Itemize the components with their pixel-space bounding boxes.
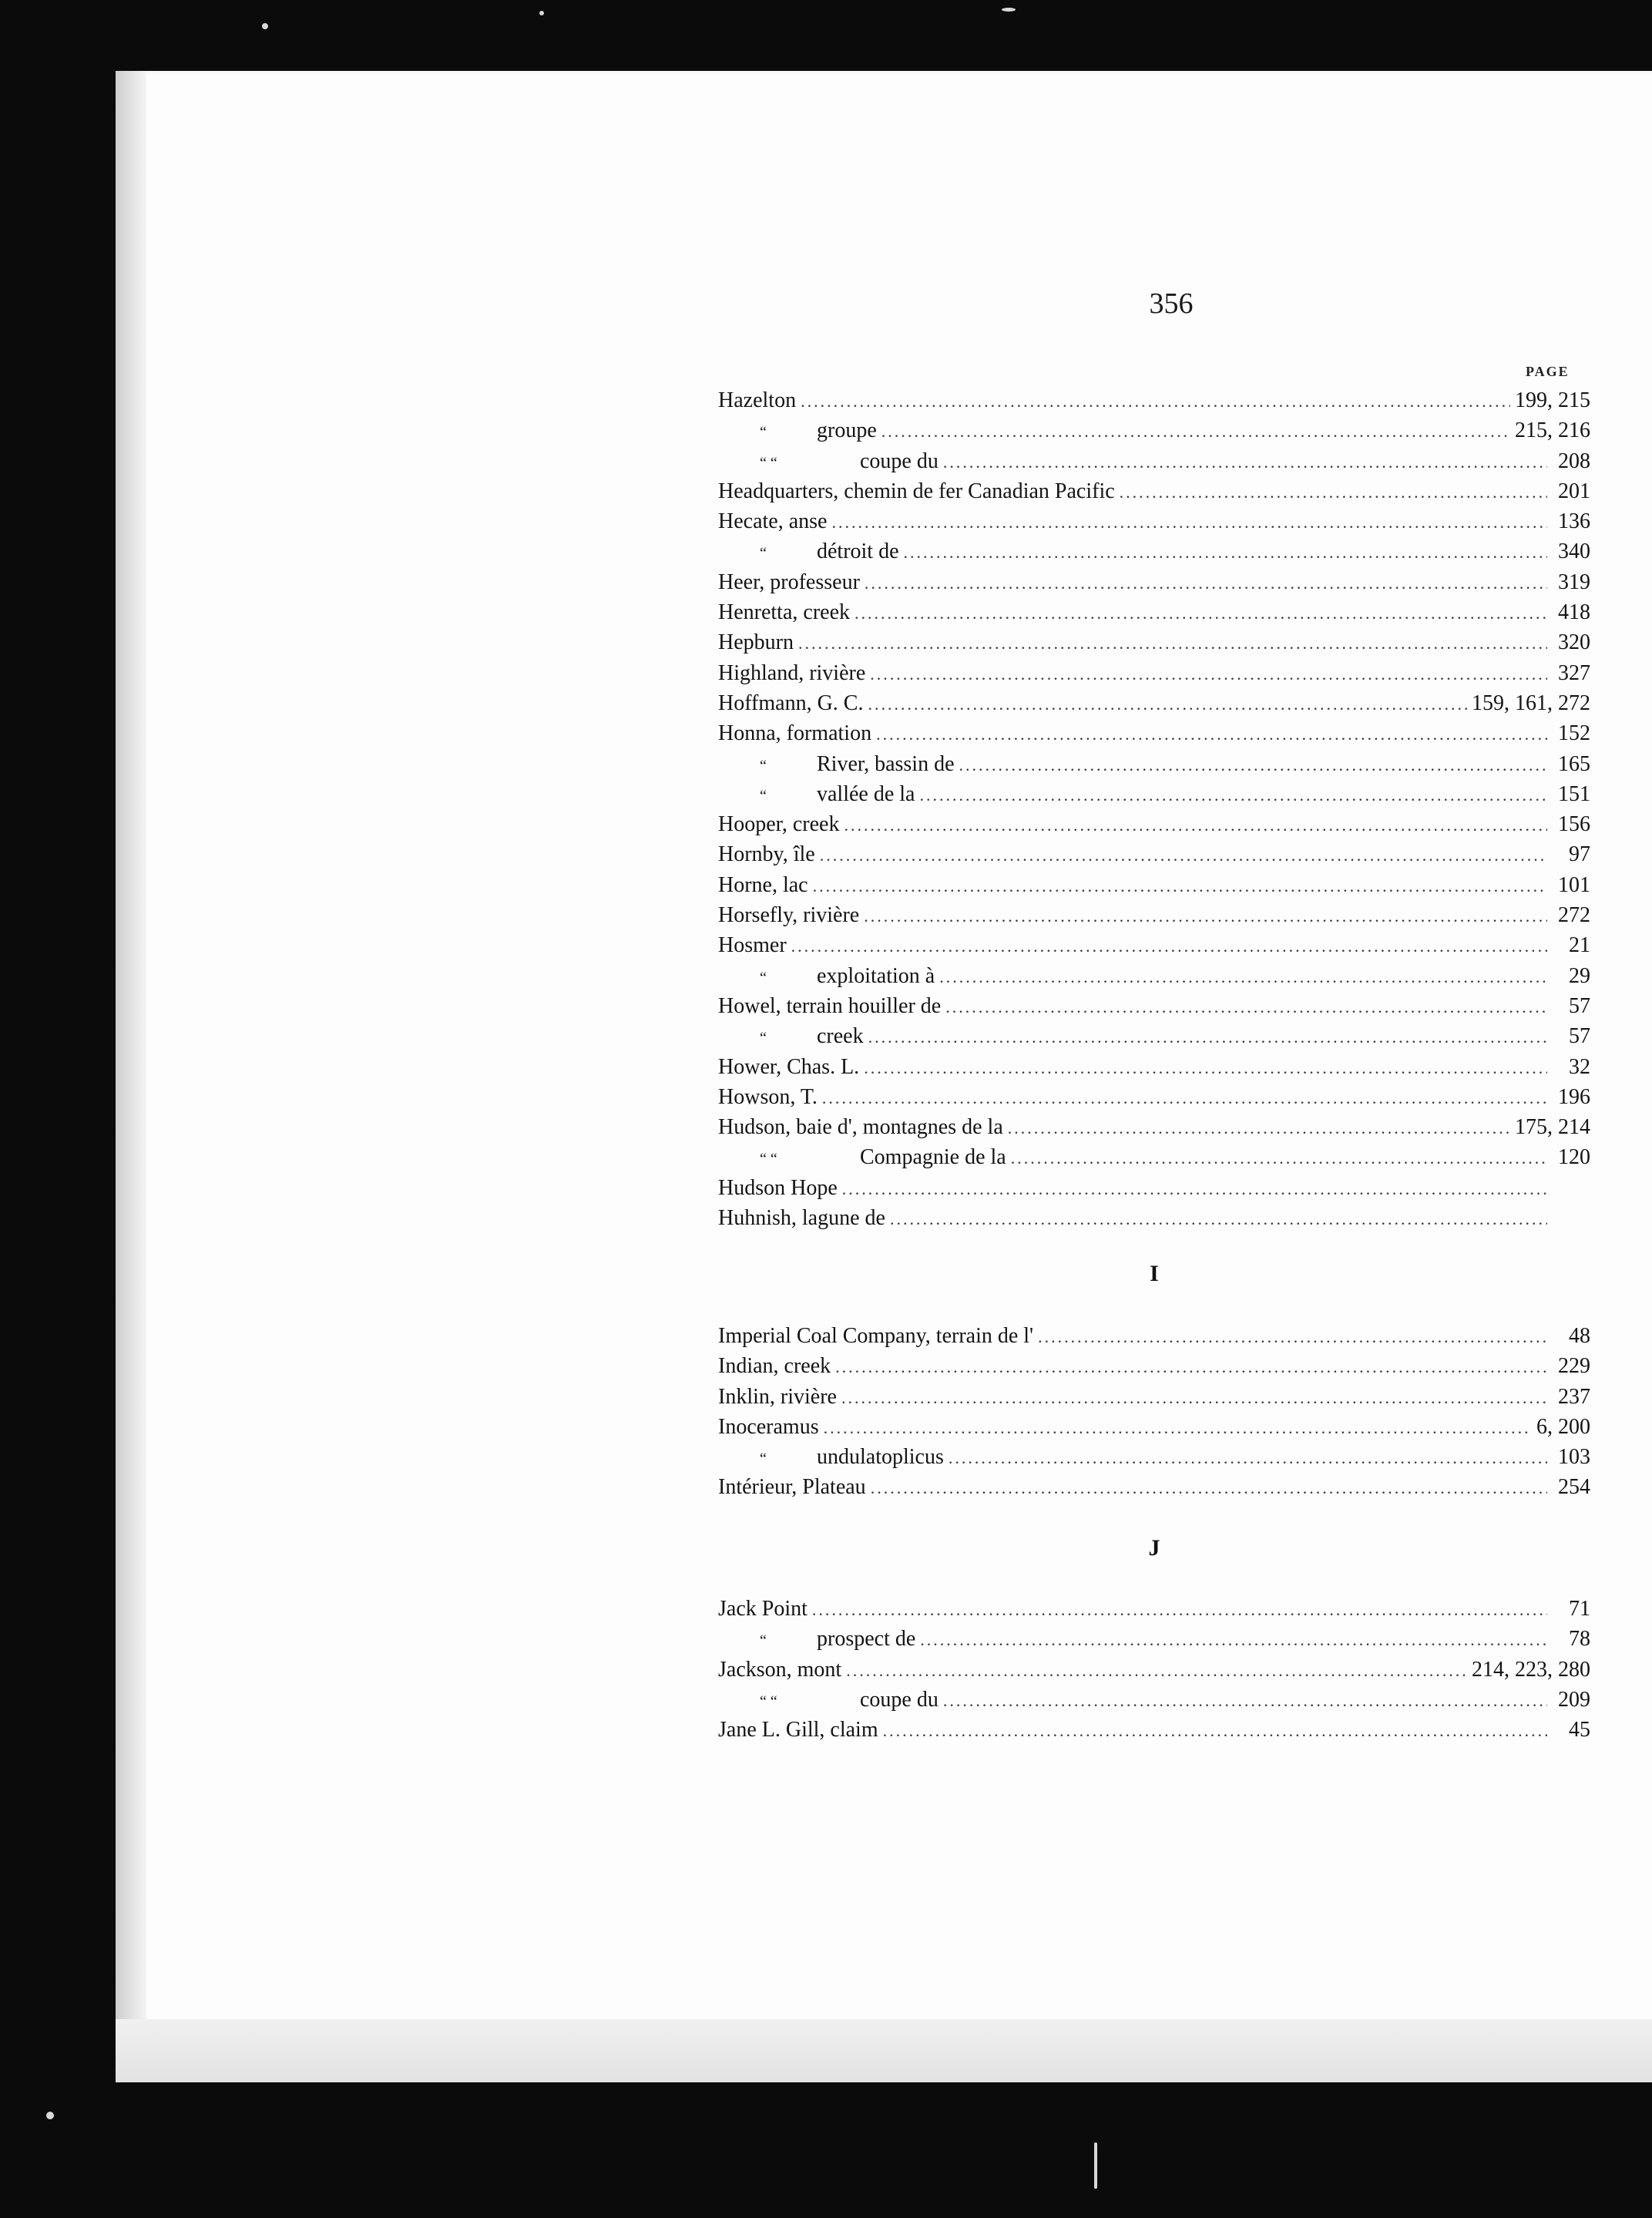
index-entry <box>718 567 1590 597</box>
dot-leader <box>801 386 1510 416</box>
dot-leader <box>871 1473 1547 1503</box>
dot-leader <box>943 1685 1547 1716</box>
index-entry-pages: 103 <box>1558 1445 1590 1470</box>
index-term: creek <box>817 1024 864 1049</box>
index-term: undulatoplicus <box>817 1445 944 1470</box>
dot-leader <box>835 1352 1547 1382</box>
index-term: Inoceramus <box>718 1414 819 1439</box>
index-entry <box>718 991 1590 1021</box>
dot-leader <box>883 1716 1547 1746</box>
index-entry <box>718 1442 1590 1472</box>
index-entry-pages: 175, 214 <box>1515 1115 1590 1140</box>
index-entry <box>718 1412 1590 1442</box>
index-entry-pages: 57 <box>1569 993 1590 1018</box>
index-term: Hornby, île <box>718 842 815 867</box>
scan-speck <box>262 23 268 29</box>
index-entry-label <box>718 567 860 597</box>
dot-leader <box>1011 1143 1547 1173</box>
index-term: Jane L. Gill, claim <box>718 1718 878 1742</box>
index-term: exploitation à <box>817 963 935 988</box>
index-term: Inklin, rivière <box>718 1384 837 1409</box>
index-entry <box>718 900 1590 930</box>
index-entry-pages: 201 <box>1558 479 1590 503</box>
index-term: Hudson, baie d', montagnes de la <box>718 1115 1003 1140</box>
index-entry <box>718 536 1590 566</box>
index-term: coupe du <box>860 449 938 473</box>
index-entry-pages: 156 <box>1558 812 1590 837</box>
dot-leader <box>1038 1322 1547 1352</box>
index-entry <box>718 1715 1590 1745</box>
index-term: Hoffmann, G. C. <box>718 691 864 715</box>
index-term: Hooper, creek <box>718 812 840 837</box>
index-term: Hecate, anse <box>718 509 828 534</box>
index-entry-pages: 152 <box>1558 721 1590 746</box>
scan-speck <box>46 2112 54 2119</box>
index-term: Intérieur, Plateau <box>718 1475 866 1500</box>
index-entry-pages: 6, 200 <box>1536 1414 1590 1439</box>
index-term: prospect de <box>817 1627 916 1652</box>
index-entry <box>718 749 1590 779</box>
index-entry-label <box>718 658 865 688</box>
index-entry-pages: 254 <box>1558 1475 1590 1500</box>
index-entry-pages: 165 <box>1558 751 1590 776</box>
index-section-i <box>718 1321 1590 1503</box>
index-entry-label <box>718 749 955 781</box>
ditto-mark: “ <box>760 1450 767 1468</box>
index-entry <box>718 1594 1590 1624</box>
dot-leader <box>824 1413 1532 1443</box>
dot-leader <box>904 537 1547 567</box>
index-term: coupe du <box>860 1687 938 1712</box>
ditto-mark: “ “ <box>760 1692 777 1710</box>
index-term: Compagnie de la <box>860 1145 1006 1170</box>
index-term: Hudson Hope <box>718 1175 838 1200</box>
index-entry <box>718 506 1590 536</box>
index-entry-label <box>718 839 815 869</box>
index-entry-pages: 57 <box>1569 1024 1590 1049</box>
index-term: River, bassin de <box>817 751 955 776</box>
index-term: Howson, T. <box>718 1084 818 1109</box>
index-entry-label <box>718 1052 859 1082</box>
index-entry <box>718 688 1590 718</box>
dot-leader <box>813 871 1547 901</box>
index-entry-label <box>718 415 877 448</box>
index-entry-label <box>718 446 938 479</box>
index-term: groupe <box>817 418 877 443</box>
index-entry <box>718 597 1590 627</box>
index-entry <box>718 1655 1590 1685</box>
dot-leader <box>890 1204 1547 1234</box>
index-entry <box>718 1112 1590 1142</box>
index-entry-pages: 78 <box>1569 1627 1590 1652</box>
dot-leader <box>959 750 1547 780</box>
index-entry-label <box>718 809 839 839</box>
index-entry-label <box>718 476 1115 506</box>
index-entry <box>718 1382 1590 1412</box>
ditto-mark: “ <box>760 1030 767 1047</box>
dot-leader <box>864 901 1547 931</box>
index-entry <box>718 1203 1590 1233</box>
index-entry <box>718 1142 1590 1172</box>
dot-leader <box>798 628 1547 658</box>
index-term: Hosmer <box>718 933 787 958</box>
dot-leader <box>943 447 1547 477</box>
index-term: Hower, Chas. L. <box>718 1054 860 1079</box>
ditto-mark: “ <box>760 545 767 563</box>
index-entry-pages: 229 <box>1558 1354 1590 1379</box>
index-entry-label <box>718 1472 866 1502</box>
index-entry-label <box>718 1203 885 1233</box>
index-term: Heer, professeur <box>718 570 860 594</box>
ditto-mark: “ “ <box>760 454 777 472</box>
index-entry <box>718 1351 1590 1381</box>
dot-leader <box>939 962 1547 992</box>
ditto-mark: “ <box>760 424 767 442</box>
index-term: Hepburn <box>718 630 794 655</box>
index-entry <box>718 839 1590 869</box>
index-term: Imperial Coal Company, terrain de l' <box>718 1324 1034 1348</box>
dot-leader <box>846 1655 1467 1685</box>
dot-leader <box>1008 1113 1510 1143</box>
index-entry <box>718 779 1590 809</box>
dot-leader <box>864 1053 1547 1083</box>
index-entry-pages: 214, 223, 280 <box>1472 1657 1590 1682</box>
index-entry <box>718 627 1590 657</box>
index-term: Highland, rivière <box>718 660 866 685</box>
index-term: Horsefly, rivière <box>718 903 860 928</box>
index-entry <box>718 930 1590 960</box>
index-entry <box>718 658 1590 688</box>
index-entry-pages: 45 <box>1569 1718 1590 1742</box>
index-entry-label <box>718 536 899 569</box>
index-entry-pages: 418 <box>1558 600 1590 625</box>
index-entry <box>718 718 1590 748</box>
index-entry <box>718 476 1590 506</box>
index-entry <box>718 961 1590 991</box>
dot-leader <box>842 1174 1547 1204</box>
index-term: Horne, lac <box>718 872 808 897</box>
index-term: Howel, terrain houiller de <box>718 993 942 1018</box>
index-entry-pages: 159, 161, 272 <box>1472 691 1590 715</box>
scan-speck <box>1002 8 1016 12</box>
ditto-mark: “ <box>760 1632 767 1650</box>
index-entry-label <box>718 1655 841 1685</box>
index-term: Headquarters, chemin de fer Canadian Pacific <box>718 479 1115 503</box>
index-entry-label <box>718 627 794 657</box>
index-entry <box>718 1082 1590 1112</box>
index-entry-label <box>718 385 796 415</box>
index-entry-label <box>718 506 827 536</box>
dot-leader <box>870 659 1547 689</box>
ditto-mark: “ <box>760 969 767 986</box>
index-entry <box>718 1321 1590 1351</box>
index-entry-pages: 151 <box>1558 781 1590 806</box>
index-entry-pages: 71 <box>1569 1597 1590 1621</box>
section-letter-j: J <box>1148 1535 1160 1561</box>
dot-leader <box>865 568 1547 598</box>
index-entry <box>718 1052 1590 1082</box>
ditto-mark: “ <box>760 787 767 805</box>
index-entry-label <box>718 1594 808 1624</box>
dot-leader <box>1120 477 1547 507</box>
index-section-j <box>718 1594 1590 1745</box>
index-entry <box>718 1021 1590 1051</box>
index-term: détroit de <box>817 539 899 564</box>
index-entry-label <box>718 961 935 993</box>
index-entry-label <box>718 1412 819 1442</box>
index-entry-pages: 101 <box>1558 872 1590 897</box>
index-entry <box>718 870 1590 900</box>
index-entry-pages: 120 <box>1558 1145 1590 1170</box>
index-term: Hazelton <box>718 388 797 412</box>
index-entry-label <box>718 991 941 1021</box>
page-column-header: PAGE <box>1526 364 1570 379</box>
index-entry <box>718 385 1590 415</box>
index-entry-pages: 32 <box>1569 1054 1590 1079</box>
index-term: Honna, formation <box>718 721 872 746</box>
dot-leader <box>822 1083 1547 1113</box>
scan-speck <box>1094 2142 1097 2189</box>
index-entry-label <box>718 1685 938 1717</box>
index-term: Jack Point <box>718 1597 808 1621</box>
index-entry-pages: 340 <box>1558 539 1590 564</box>
index-entry-pages: 237 <box>1558 1384 1590 1409</box>
index-entry-pages: 209 <box>1558 1687 1590 1712</box>
dot-leader <box>831 507 1547 537</box>
dot-leader <box>841 1383 1547 1413</box>
index-entry-pages: 21 <box>1569 933 1590 958</box>
index-entry <box>718 446 1590 476</box>
index-entry-label <box>718 1624 915 1656</box>
index-term: Henretta, creek <box>718 600 850 625</box>
index-entry-label <box>718 900 859 930</box>
ditto-mark: “ <box>760 757 767 775</box>
index-entry-pages: 320 <box>1558 630 1590 655</box>
index-term: Jackson, mont <box>718 1657 842 1682</box>
index-entry-pages: 29 <box>1569 963 1590 988</box>
index-entry-pages: 48 <box>1569 1324 1590 1348</box>
index-entry <box>718 1685 1590 1715</box>
index-section-h <box>718 385 1590 1233</box>
index-term: Indian, creek <box>718 1354 831 1379</box>
index-entry-pages: 136 <box>1558 509 1590 534</box>
scan-speck <box>539 11 544 15</box>
dot-leader <box>812 1595 1547 1625</box>
index-entry-label <box>718 1442 944 1474</box>
dot-leader <box>868 1022 1547 1052</box>
index-entry-label <box>718 1382 837 1412</box>
dot-leader <box>868 689 1467 719</box>
index-term: vallée de la <box>817 781 915 806</box>
index-entry-label <box>718 1351 831 1381</box>
dot-leader <box>820 840 1547 870</box>
index-entry-pages: 199, 215 <box>1515 388 1590 412</box>
index-entry <box>718 1624 1590 1654</box>
section-letter-i: I <box>1150 1261 1159 1286</box>
index-entry-pages: 327 <box>1558 660 1590 685</box>
index-entry-pages: 215, 216 <box>1515 418 1590 443</box>
index-entry-label <box>718 930 787 960</box>
index-entry-label <box>718 779 915 812</box>
index-entry-label <box>718 1021 864 1054</box>
index-entry <box>718 809 1590 839</box>
index-entry-label <box>718 1321 1033 1351</box>
index-entry-label <box>718 718 871 748</box>
index-entry-label <box>718 1715 878 1745</box>
dot-leader <box>844 810 1547 840</box>
page-number: 356 <box>1149 287 1194 320</box>
index-entry-label <box>718 870 808 900</box>
index-entry-label <box>718 597 850 627</box>
index-entry-pages: 272 <box>1558 903 1590 928</box>
dot-leader <box>876 719 1547 749</box>
dot-leader <box>881 416 1510 446</box>
index-entry-pages: 196 <box>1558 1084 1590 1109</box>
index-entry-label <box>718 1173 838 1203</box>
dot-leader <box>945 992 1547 1022</box>
index-entry-label <box>718 1082 818 1112</box>
dot-leader <box>949 1443 1547 1473</box>
dot-leader <box>791 931 1547 961</box>
index-entry-label <box>718 1112 1003 1142</box>
dot-leader <box>855 598 1547 628</box>
index-entry <box>718 415 1590 445</box>
index-entry-pages: 319 <box>1558 570 1590 594</box>
index-entry-label <box>718 1142 1006 1175</box>
index-entry <box>718 1472 1590 1502</box>
dot-leader <box>920 1625 1547 1655</box>
index-entry-label <box>718 688 863 718</box>
index-term: Huhnish, lagune de <box>718 1206 885 1231</box>
index-entry-pages: 97 <box>1569 842 1590 867</box>
page-bottom-fold <box>116 2019 1652 2082</box>
index-entry-pages: 208 <box>1558 449 1590 473</box>
page-edge-shadow <box>116 71 146 2082</box>
ditto-mark: “ “ <box>760 1151 777 1168</box>
dot-leader <box>919 780 1547 810</box>
index-entry <box>718 1173 1590 1203</box>
